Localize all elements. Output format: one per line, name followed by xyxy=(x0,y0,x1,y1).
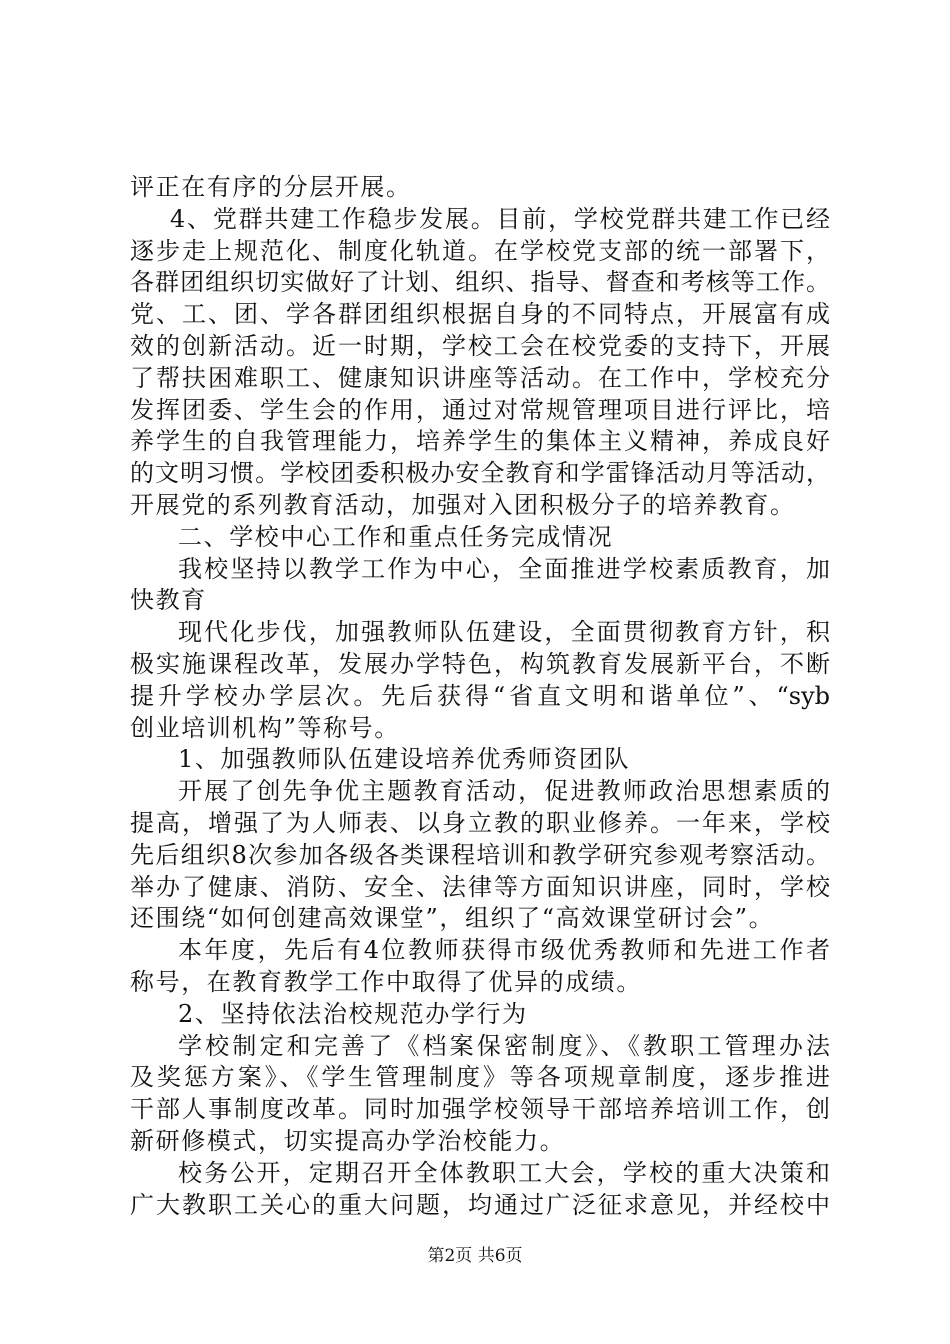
subsection-heading: 1、加强教师队伍建设培养优秀师资团队 xyxy=(178,745,631,774)
text-line: 学校制定和完善了《档案保密制度》、《教职工管理办法 xyxy=(178,1031,830,1060)
text-line: 发挥团委、学生会的作用，通过对常规管理项目进行评比，培 xyxy=(130,395,830,424)
text-line: 创业培训机构”等称号。 xyxy=(130,713,400,742)
text-line: 校务公开，定期召开全体教职工大会，学校的重大决策和 xyxy=(178,1158,830,1187)
text-line: 4、党群共建工作稳步发展。目前，学校党群共建工作已经 xyxy=(170,204,830,233)
text-line: 举办了健康、消防、安全、法律等方面知识讲座，同时，学校 xyxy=(130,872,830,901)
text-line: 新研修模式，切实提高办学治校能力。 xyxy=(130,1126,566,1155)
section-heading: 二、学校中心工作和重点任务完成情况 xyxy=(178,522,614,551)
text-line: 我校坚持以教学工作为中心，全面推进学校素质教育，加 xyxy=(178,554,830,583)
text-line: 提升学校办学层次。先后获得“省直文明和谐单位”、“syb xyxy=(130,681,830,710)
text-line: 逐步走上规范化、制度化轨道。在学校党支部的统一部署下， xyxy=(130,236,830,265)
text-line: 干部人事制度改革。同时加强学校领导干部培养培训工作，创 xyxy=(130,1095,830,1124)
text-line: 现代化步伐，加强教师队伍建设，全面贯彻教育方针，积 xyxy=(178,618,830,647)
text-line: 党、工、团、学各群团组织根据自身的不同特点，开展富有成 xyxy=(130,300,830,329)
text-line: 称号，在教育教学工作中取得了优异的成绩。 xyxy=(130,967,642,996)
text-line: 评正在有序的分层开展。 xyxy=(130,173,412,201)
text-line: 及奖惩方案》、《学生管理制度》等各项规章制度，逐步推进 xyxy=(130,1063,830,1092)
text-line: 极实施课程改革，发展办学特色，构筑教育发展新平台，不断 xyxy=(130,649,830,678)
document-body xyxy=(130,172,830,1221)
text-line: 提高，增强了为人师表、以身立教的职业修养。一年来，学校 xyxy=(130,808,830,837)
text-line: 开展党的系列教育活动，加强对入团积极分子的培养教育。 xyxy=(130,490,796,519)
text-line: 了帮扶困难职工、健康知识讲座等活动。在工作中，学校充分 xyxy=(130,363,830,392)
text-line: 开展了创先争优主题教育活动，促进教师政治思想素质的 xyxy=(178,777,830,806)
text-line: 先后组织8次参加各级各类课程培训和教学研究参观考察活动。 xyxy=(130,840,830,869)
subsection-heading: 2、坚持依法治校规范办学行为 xyxy=(178,999,528,1028)
text-line: 各群团组织切实做好了计划、组织、指导、督查和考核等工作。 xyxy=(130,268,830,297)
text-line: 效的创新活动。近一时期，学校工会在校党委的支持下，开展 xyxy=(130,331,830,360)
text-line: 广大教职工关心的重大问题，均通过广泛征求意见，并经校中 xyxy=(130,1190,830,1219)
text-line: 还围绕“如何创建高效课堂”，组织了“高效课堂研讨会”。 xyxy=(130,904,775,933)
text-line: 养学生的自我管理能力，培养学生的集体主义精神，养成良好 xyxy=(130,427,830,456)
text-line: 本年度，先后有4位教师获得市级优秀教师和先进工作者 xyxy=(178,936,830,965)
text-line: 的文明习惯。学校团委积极办安全教育和学雷锋活动月等活动， xyxy=(130,459,830,488)
text-line: 快教育 xyxy=(130,586,207,615)
page-number-footer: 第2页 共6页 xyxy=(427,1246,523,1266)
